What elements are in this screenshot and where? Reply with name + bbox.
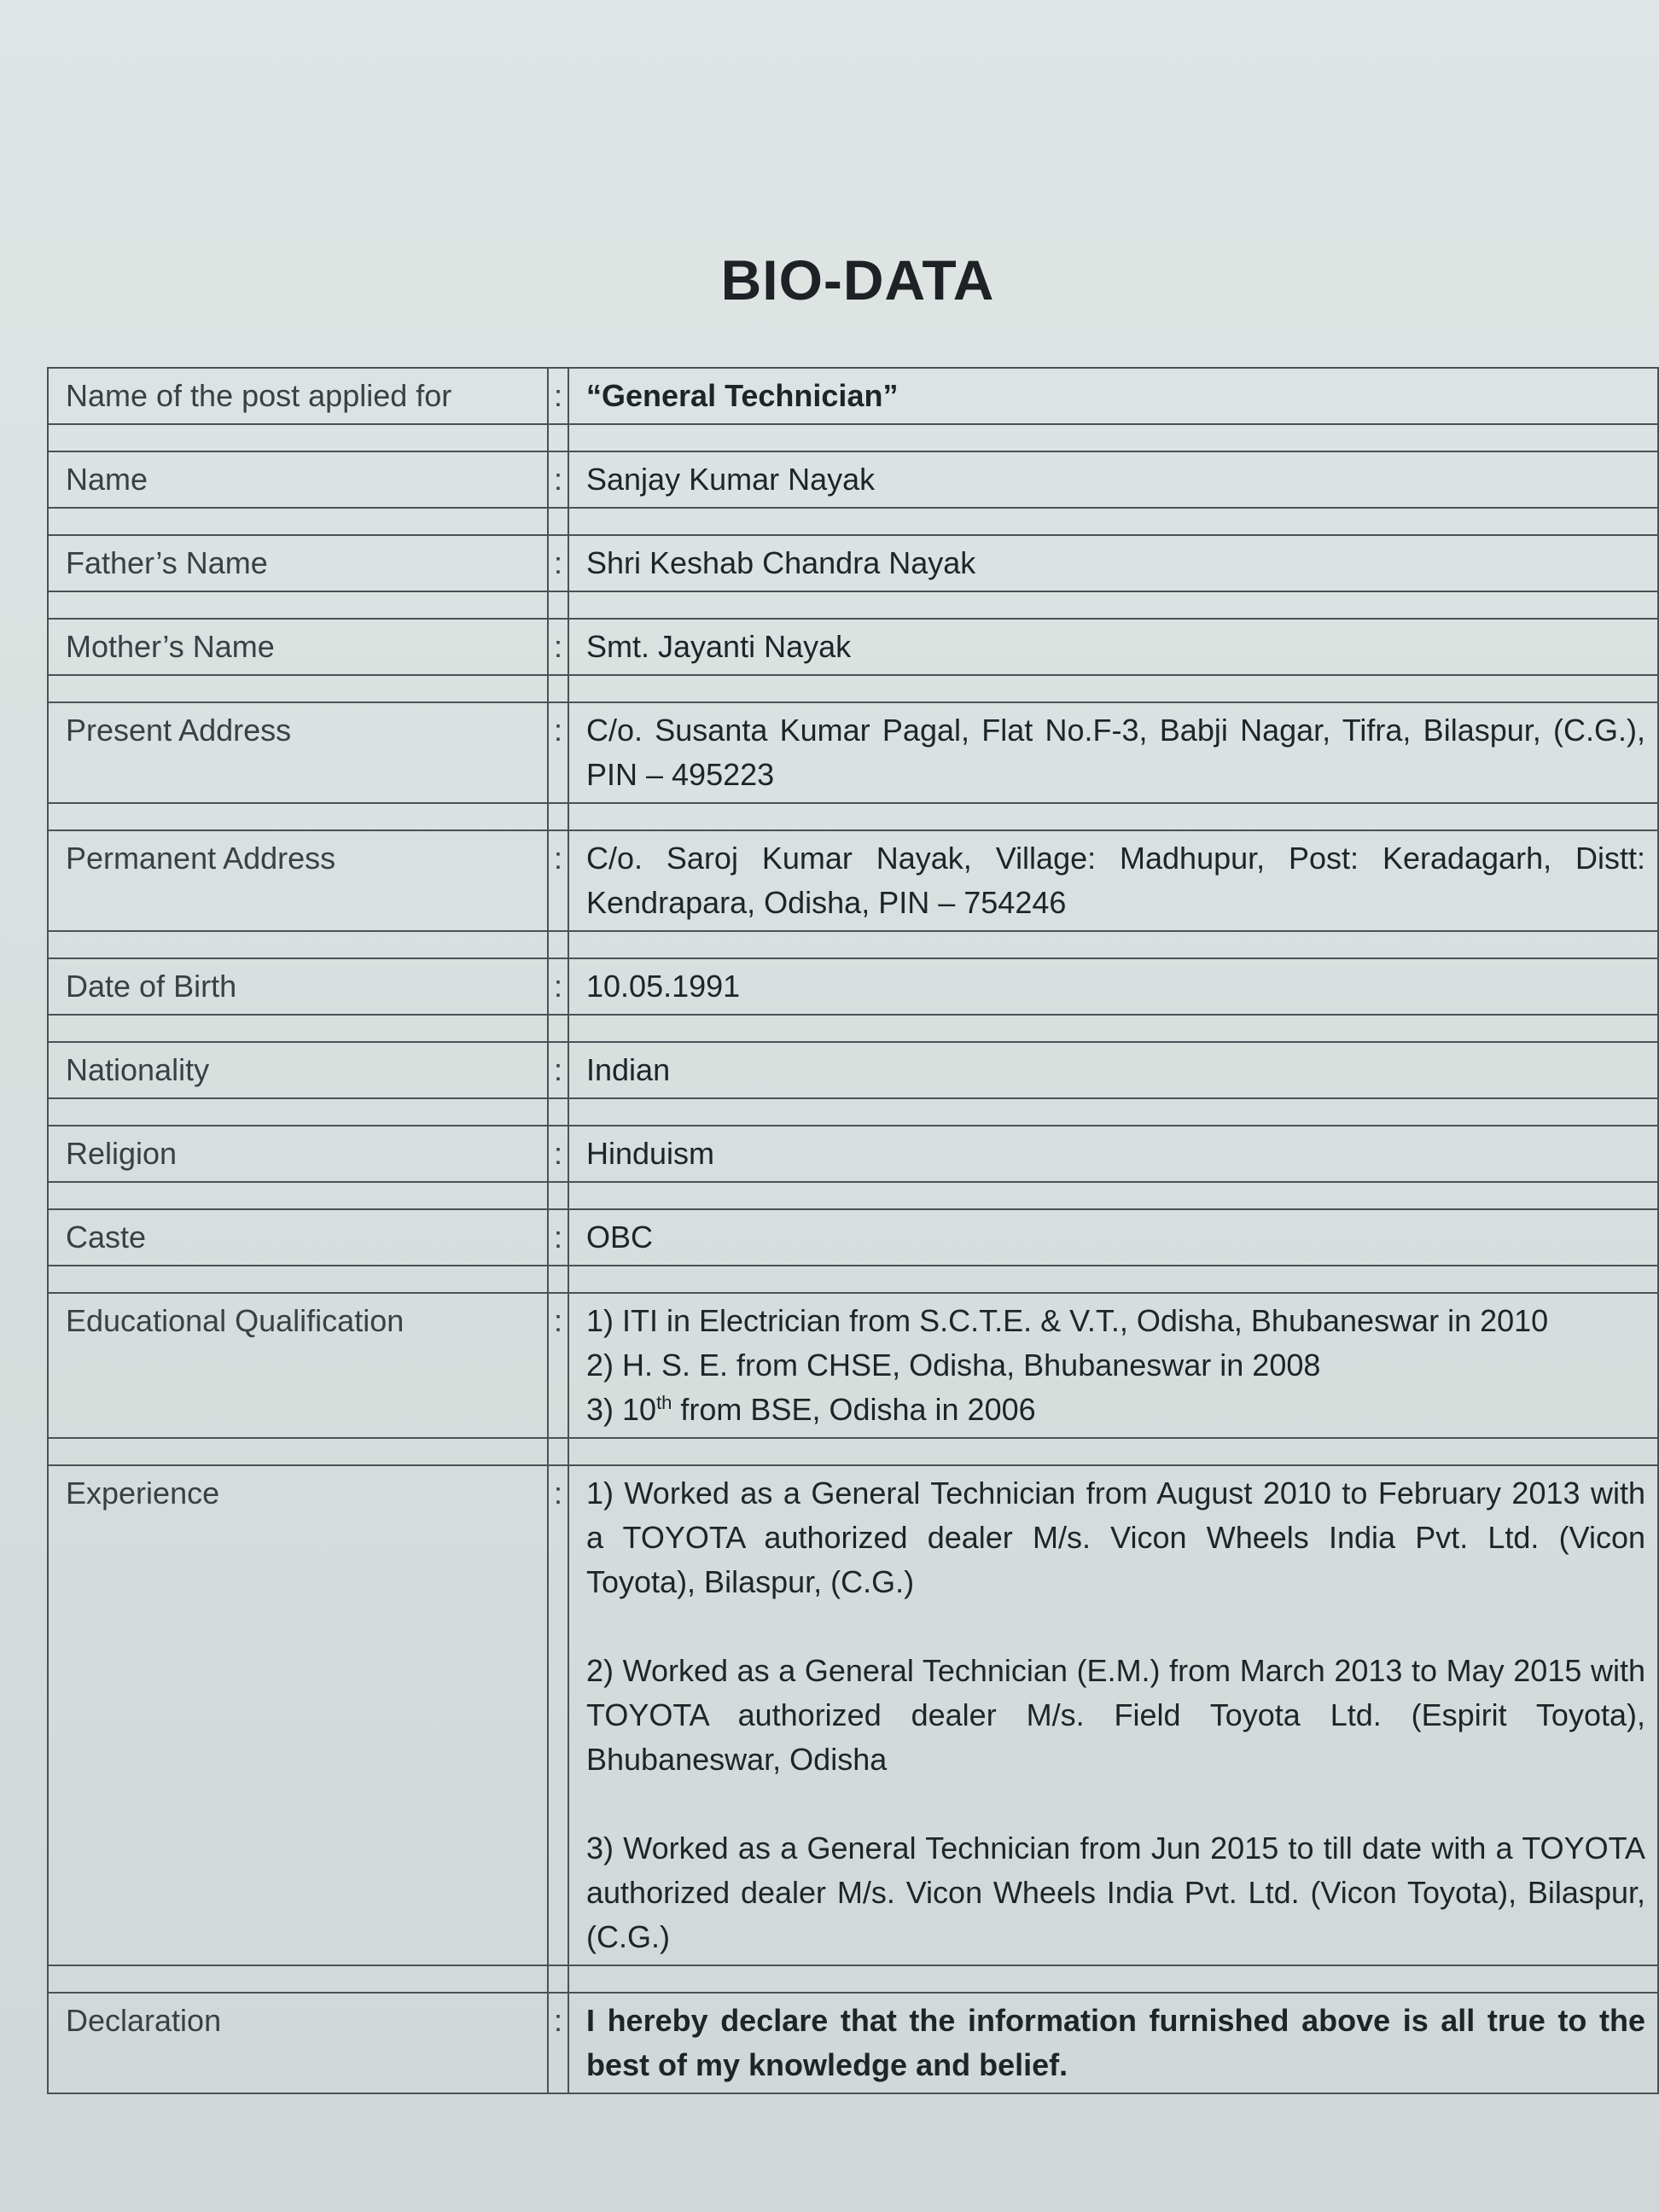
education-item: 1) ITI in Electrician from S.C.T.E. & V.T., Odisha, Bhubaneswar in 2010 — [586, 1303, 1549, 1338]
label-father: Father’s Name — [48, 535, 548, 591]
label-caste: Caste — [48, 1209, 548, 1266]
value-nationality: Indian — [568, 1042, 1658, 1098]
row-nationality — [48, 1042, 1658, 1098]
label-permanent-address: Permanent Address — [48, 830, 548, 931]
separator: : — [548, 619, 568, 675]
separator: : — [548, 368, 568, 424]
value-father: Shri Keshab Chandra Nayak — [568, 535, 1658, 591]
separator: : — [548, 1465, 568, 1965]
separator: : — [548, 830, 568, 931]
separator: : — [548, 702, 568, 803]
experience-item: 2) Worked as a General Technician (E.M.) from March 2013 to May 2015 with TOYOTA authorized dealer M/s. Field Toyota Ltd. (Espirit Toyota), Bhubaneswar, Odisha — [586, 1653, 1645, 1777]
education-item: 2) H. S. E. from CHSE, Odisha, Bhubaneswar in 2008 — [586, 1348, 1321, 1382]
row-name — [48, 451, 1658, 508]
separator: : — [548, 1993, 568, 2093]
separator: : — [548, 1042, 568, 1098]
document-title: BIO-DATA — [720, 248, 995, 311]
row-post — [48, 368, 1658, 424]
row-religion — [48, 1126, 1658, 1182]
label-mother: Mother’s Name — [48, 619, 548, 675]
row-permanent-address — [48, 830, 1658, 931]
value-present-address: C/o. Susanta Kumar Pagal, Flat No.F-3, Babji Nagar, Tifra, Bilaspur, (C.G.), PIN – 495223 — [568, 702, 1658, 803]
row-mother — [48, 619, 1658, 675]
value-caste: OBC — [568, 1209, 1658, 1266]
label-name: Name — [48, 451, 548, 508]
value-name: Sanjay Kumar Nayak — [568, 451, 1658, 508]
separator: : — [548, 535, 568, 591]
value-education — [568, 1293, 1658, 1438]
value-dob: 10.05.1991 — [568, 958, 1658, 1015]
value-experience — [568, 1465, 1658, 1965]
row-dob — [48, 958, 1658, 1015]
value-permanent-address: C/o. Saroj Kumar Nayak, Village: Madhupur, Post: Keradagarh, Distt: Kendrapara, Odisha, PIN – 754246 — [568, 830, 1658, 931]
value-declaration: I hereby declare that the information furnished above is all true to the best of my knowledge and belief. — [568, 1993, 1658, 2093]
experience-item: 1) Worked as a General Technician from August 2010 to February 2013 with a TOYOTA authorized dealer M/s. Vicon Wheels India Pvt. Ltd. (Vicon Toyota), Bilaspur, (C.G.) — [586, 1476, 1645, 1599]
label-education: Educational Qualification — [48, 1293, 548, 1438]
value-religion: Hinduism — [568, 1126, 1658, 1182]
education-item: 3) 10th from BSE, Odisha in 2006 — [586, 1392, 1036, 1427]
experience-item: 3) Worked as a General Technician from Jun 2015 to till date with a TOYOTA authorized dealer M/s. Vicon Wheels India Pvt. Ltd. (Vicon Toyota), Bilaspur, (C.G.) — [586, 1831, 1645, 1954]
separator: : — [548, 1209, 568, 1266]
biodata-table — [47, 367, 1659, 2094]
label-religion: Religion — [48, 1126, 548, 1182]
separator: : — [548, 1126, 568, 1182]
row-education — [48, 1293, 1658, 1438]
separator: : — [548, 958, 568, 1015]
value-mother: Smt. Jayanti Nayak — [568, 619, 1658, 675]
separator: : — [548, 1293, 568, 1438]
row-present-address — [48, 702, 1658, 803]
row-declaration — [48, 1993, 1658, 2093]
label-present-address: Present Address — [48, 702, 548, 803]
label-experience: Experience — [48, 1465, 548, 1965]
label-dob: Date of Birth — [48, 958, 548, 1015]
row-caste — [48, 1209, 1658, 1266]
separator: : — [548, 451, 568, 508]
row-father — [48, 535, 1658, 591]
row-experience — [48, 1465, 1658, 1965]
label-declaration: Declaration — [48, 1993, 548, 2093]
label-post: Name of the post applied for — [48, 368, 548, 424]
value-post: “General Technician” — [568, 368, 1658, 424]
label-nationality: Nationality — [48, 1042, 548, 1098]
